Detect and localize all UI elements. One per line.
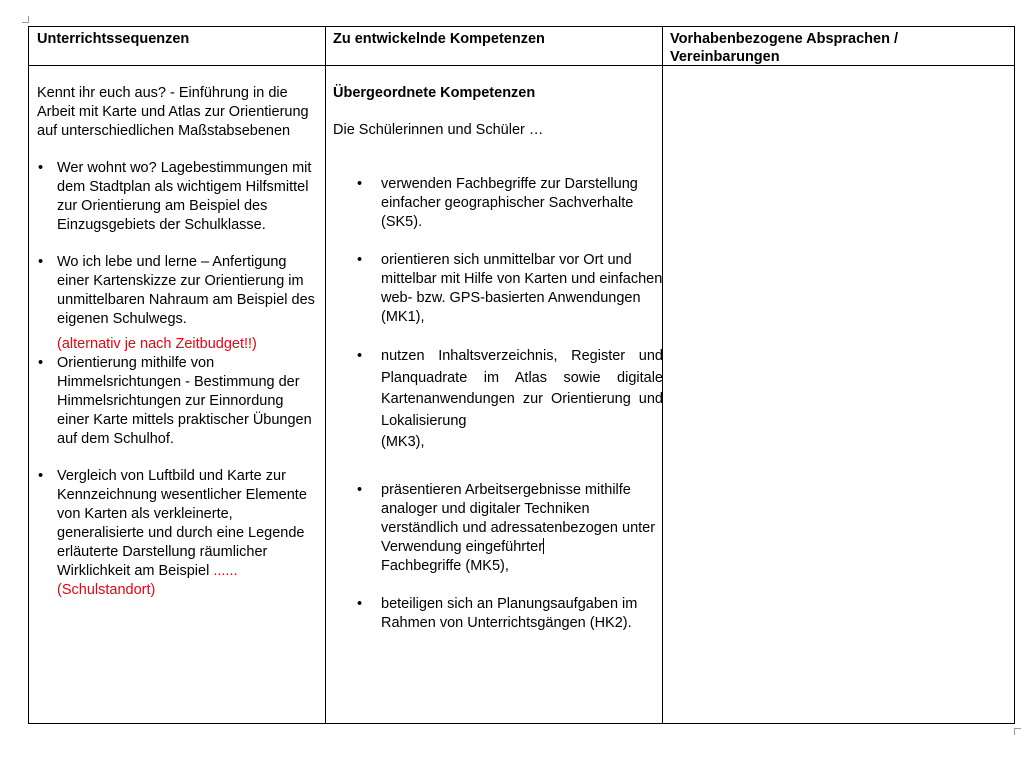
column-divider <box>325 27 326 723</box>
competency-text: orientieren sich unmittelbar vor Ort und mittelbar mit Hilfe von Karten und einfachen web- bzw. GPS-basierten Anwendungen (MK1), <box>381 252 663 325</box>
competency-item <box>333 175 663 232</box>
competencies-cell[interactable] <box>333 84 663 652</box>
competencies-lead: Die Schülerinnen und Schüler … <box>333 122 544 138</box>
page-corner-mark <box>22 16 29 23</box>
competency-code: Fachbegriffe (MK5), <box>381 557 509 574</box>
alternative-note: (alternativ je nach Zeitbudget!!) <box>57 336 257 352</box>
sequence-item-text: Wo ich lebe und lerne – Anfertigung einer Kartenskizze zur Orientierung im unmittelbaren Nahraum am Beispiel des eigenen Schulwegs. <box>57 254 315 327</box>
bullet-icon: • <box>357 481 363 498</box>
competency-text: verwenden Fachbegriffe zur Darstellung einfacher geographischer Sachverhalte (SK5). <box>381 176 638 230</box>
bullet-icon: • <box>357 595 363 612</box>
sequence-item-text: Orientierung mithilfe von Himmelsrichtungen - Bestimmung der Himmelsrichtungen zur Einnordung einer Karte mittels praktischer Übungen auf dem Schulhof. <box>57 355 312 447</box>
sequence-item-text: Wer wohnt wo? Lagebestimmungen mit dem Stadtplan als wichtigem Hilfsmittel zur Orientierung am Beispiel des Einzugsgebiets der Schulklasse. <box>57 160 312 233</box>
sequence-item <box>37 354 319 449</box>
competency-text: präsentieren Arbeitsergebnisse mithilfe analoger und digitaler Techniken verständlich und adressatenbezogen unter Verwendung eingeführter <box>381 481 656 555</box>
sequence-intro: Kennt ihr euch aus? - Einführung in die Arbeit mit Karte und Atlas zur Orientierung auf unterschiedlichen Maßstabsebenen <box>37 85 309 139</box>
competency-item <box>333 346 663 454</box>
bullet-icon: • <box>357 252 363 268</box>
competency-item <box>333 595 663 633</box>
page-corner-mark <box>1014 728 1021 735</box>
bullet-icon: • <box>38 468 44 484</box>
location-placeholder: ...... (Schulstandort) <box>57 563 238 598</box>
bullet-icon: • <box>357 348 363 364</box>
header-sequences: Unterrichtssequenzen <box>37 31 190 47</box>
bullet-icon: • <box>38 355 44 371</box>
competency-item <box>333 251 663 327</box>
sequence-item <box>37 467 319 600</box>
competency-item <box>333 481 663 576</box>
competency-code: (MK3), <box>381 434 425 450</box>
text-cursor <box>543 538 544 554</box>
sequence-item <box>37 159 319 235</box>
agreements-cell[interactable] <box>663 66 1014 723</box>
header-competencies: Zu entwickelnde Kompetenzen <box>333 31 545 47</box>
bullet-icon: • <box>38 254 44 270</box>
competencies-title: Übergeordnete Kompetenzen <box>333 85 536 101</box>
curriculum-table <box>28 26 1015 724</box>
bullet-icon: • <box>38 160 44 176</box>
competency-text: beteiligen sich an Planungsaufgaben im Rahmen von Unterrichtsgängen (HK2). <box>381 595 638 631</box>
competency-text: nutzen Inhaltsverzeichnis, Register und Planquadrate im Atlas sowie digitale Kartenanwendungen zur Orientierung und Lokalisierung <box>381 348 663 429</box>
bullet-icon: • <box>357 176 363 192</box>
sequence-item-text: Vergleich von Luftbild und Karte zur Kennzeichnung wesentlicher Elemente von Karten als verkleinerte, generalisierte und durch eine Legende erläuterte Darstellung räumlicher Wirklichkeit am Beispiel <box>57 468 307 579</box>
sequences-cell[interactable] <box>37 84 319 600</box>
header-agreements: Vorhabenbezogene Absprachen / Vereinbarungen <box>670 31 899 65</box>
sequence-item <box>37 253 319 329</box>
